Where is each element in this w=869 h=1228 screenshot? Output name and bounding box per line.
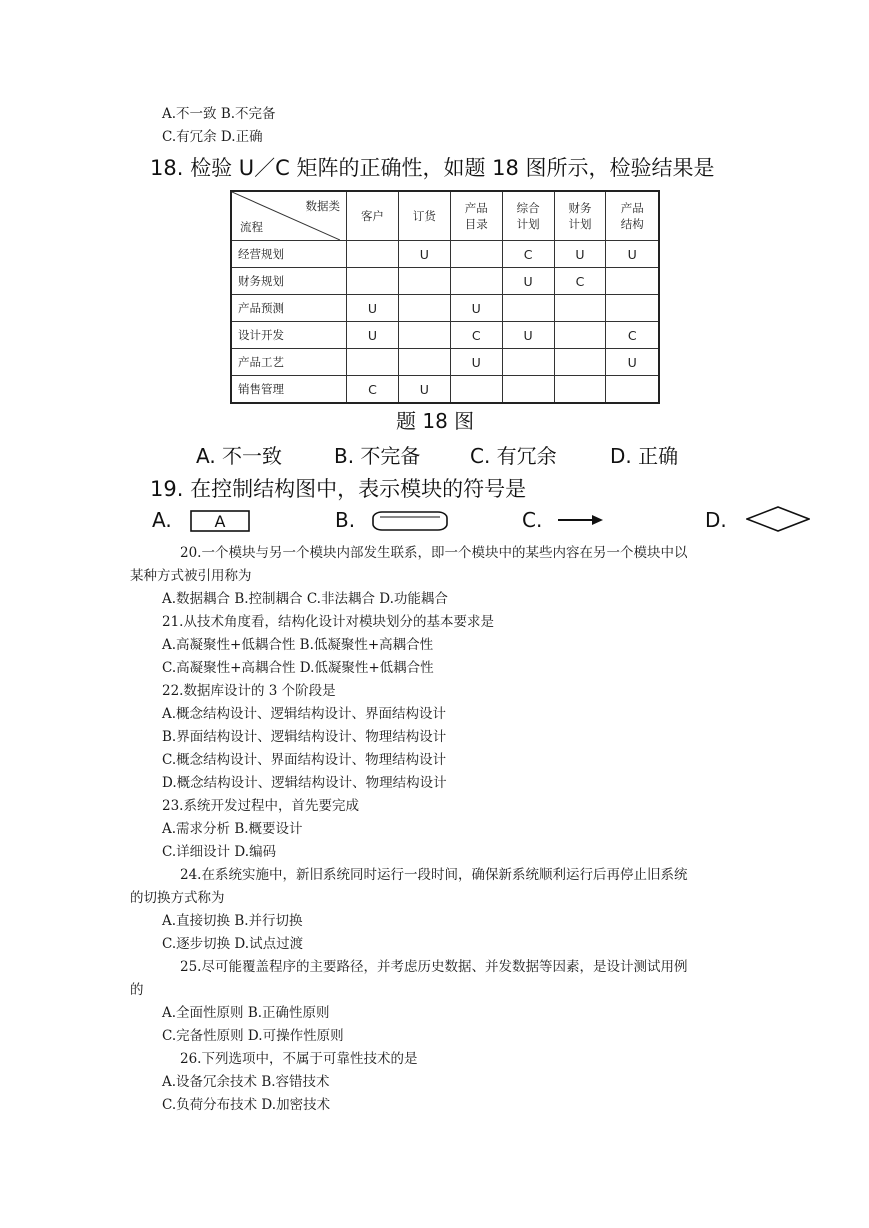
uc-matrix-table — [230, 190, 660, 404]
matrix-cell: U — [398, 376, 450, 404]
row-header: 产品工艺 — [231, 349, 347, 376]
column-header — [450, 191, 502, 241]
matrix-cell — [502, 376, 554, 404]
column-header-line1: 综合 — [516, 201, 540, 215]
matrix-cell — [398, 295, 450, 322]
row-header: 销售管理 — [231, 376, 347, 404]
matrix-cell — [450, 241, 502, 268]
matrix-cell — [502, 349, 554, 376]
q18-question: 18. 检验 U／C 矩阵的正确性，如题 18 图所示，检验结果是 — [150, 156, 715, 180]
column-header-line2: 计划 — [568, 217, 592, 231]
matrix-cell — [347, 349, 399, 376]
q25-options-ab: A.全面性原则 B.正确性原则 — [162, 1005, 330, 1021]
matrix-cell: U — [502, 322, 554, 349]
diamond-icon — [746, 506, 810, 532]
q22-option-b: B.界面结构设计、逻辑结构设计、物理结构设计 — [162, 729, 447, 745]
row-header: 经营规划 — [231, 241, 347, 268]
q23-question: 23.系统开发过程中，首先要完成 — [162, 798, 359, 814]
table-row — [231, 322, 659, 349]
q19-option-b-label: B. — [335, 508, 356, 532]
matrix-cell — [554, 349, 606, 376]
table-row — [231, 349, 659, 376]
matrix-cell: C — [450, 322, 502, 349]
column-header-line2: 计划 — [516, 217, 540, 231]
matrix-cell — [606, 268, 659, 295]
q22-question: 22.数据库设计的 3 个阶段是 — [162, 683, 336, 699]
matrix-cell: U — [450, 295, 502, 322]
q24-options-cd: C.逐步切换 D.试点过渡 — [162, 936, 304, 952]
q23-options-cd: C.详细设计 D.编码 — [162, 844, 277, 860]
q18-option-c: C. 有冗余 — [470, 444, 557, 468]
matrix-cell: U — [606, 241, 659, 268]
matrix-cell — [398, 349, 450, 376]
q25-question-line2: 的 — [130, 982, 144, 998]
q18-option-a: A. 不一致 — [196, 444, 283, 468]
column-header — [347, 191, 399, 241]
q20-question-line2: 某种方式被引用称为 — [130, 568, 252, 584]
matrix-cell — [347, 241, 399, 268]
q19-option-d-label: D. — [705, 508, 727, 532]
matrix-cell: U — [502, 268, 554, 295]
module-rectangle-icon — [190, 510, 250, 532]
matrix-cell — [398, 322, 450, 349]
q22-option-a: A.概念结构设计、逻辑结构设计、界面结构设计 — [162, 706, 447, 722]
q18-option-d: D. 正确 — [610, 444, 679, 468]
corner-top-label: 数据类 — [305, 199, 340, 213]
matrix-cell — [606, 376, 659, 404]
column-header-line1: 产品 — [464, 201, 488, 215]
q26-options-cd: C.负荷分布技术 D.加密技术 — [162, 1097, 331, 1113]
q17-options-cd: C.有冗余 D.正确 — [162, 129, 263, 145]
matrix-cell — [450, 268, 502, 295]
row-header: 产品预测 — [231, 295, 347, 322]
matrix-cell: C — [347, 376, 399, 404]
matrix-cell: U — [606, 349, 659, 376]
q23-options-ab: A.需求分析 B.概要设计 — [162, 821, 303, 837]
column-header-line1: 财务 — [568, 201, 592, 215]
matrix-cell: U — [347, 295, 399, 322]
module-symbol-text: A — [214, 512, 226, 531]
q20-question-line1: 20.一个模块与另一个模块内部发生联系，即一个模块中的某些内容在另一个模块中以 — [180, 545, 688, 561]
row-header: 财务规划 — [231, 268, 347, 295]
table-row — [231, 241, 659, 268]
table-row — [231, 295, 659, 322]
column-header-line1: 订货 — [412, 209, 436, 223]
q25-options-cd: C.完备性原则 D.可操作性原则 — [162, 1028, 344, 1044]
q17-options-ab: A.不一致 B.不完备 — [162, 106, 276, 122]
column-header — [554, 191, 606, 241]
matrix-cell — [450, 376, 502, 404]
q24-question-line2: 的切换方式称为 — [130, 890, 225, 906]
q18-option-b: B. 不完备 — [334, 444, 421, 468]
matrix-cell: U — [554, 241, 606, 268]
column-header-line1: 产品 — [620, 201, 644, 215]
row-header: 设计开发 — [231, 322, 347, 349]
matrix-cell: C — [606, 322, 659, 349]
q21-options-cd: C.高凝聚性+高耦合性 D.低凝聚性+低耦合性 — [162, 660, 434, 676]
q24-question-line1: 24.在系统实施中，新旧系统同时运行一段时间，确保新系统顺利运行后再停止旧系统 — [180, 867, 688, 883]
q24-options-ab: A.直接切换 B.并行切换 — [162, 913, 303, 929]
column-header — [398, 191, 450, 241]
arrow-right-icon — [558, 512, 604, 528]
matrix-cell: C — [554, 268, 606, 295]
q25-question-line1: 25.尽可能覆盖程序的主要路径，并考虑历史数据、并发数据等因素，是设计测试用例 — [180, 959, 688, 975]
matrix-cell — [606, 295, 659, 322]
q20-options: A.数据耦合 B.控制耦合 C.非法耦合 D.功能耦合 — [162, 591, 448, 607]
q22-option-c: C.概念结构设计、界面结构设计、物理结构设计 — [162, 752, 447, 768]
table-row — [231, 268, 659, 295]
table-row — [231, 376, 659, 404]
column-header-line1: 客户 — [360, 209, 384, 223]
q22-option-d: D.概念结构设计、逻辑结构设计、物理结构设计 — [162, 775, 447, 791]
matrix-cell — [347, 268, 399, 295]
storage-rectangle-icon — [372, 510, 448, 532]
matrix-cell: U — [347, 322, 399, 349]
q19-option-c-label: C. — [522, 508, 543, 532]
column-header — [606, 191, 659, 241]
q18-figure-caption: 题 18 图 — [396, 409, 475, 433]
q19-question: 19. 在控制结构图中，表示模块的符号是 — [150, 477, 527, 501]
matrix-cell — [554, 376, 606, 404]
column-header-line2: 结构 — [620, 217, 644, 231]
q21-options-ab: A.高凝聚性+低耦合性 B.低凝聚性+高耦合性 — [162, 637, 434, 653]
uc-matrix-corner — [231, 191, 347, 241]
q26-options-ab: A.设备冗余技术 B.容错技术 — [162, 1074, 330, 1090]
matrix-cell — [502, 295, 554, 322]
matrix-cell: U — [450, 349, 502, 376]
matrix-cell — [554, 295, 606, 322]
uc-matrix-header-row — [231, 191, 659, 241]
q19-option-a-label: A. — [152, 508, 172, 532]
q26-question: 26.下列选项中，不属于可靠性技术的是 — [180, 1051, 418, 1067]
matrix-cell — [554, 322, 606, 349]
matrix-cell: U — [398, 241, 450, 268]
matrix-cell — [398, 268, 450, 295]
column-header-line2: 目录 — [464, 217, 488, 231]
corner-bottom-label: 流程 — [240, 220, 263, 234]
matrix-cell: C — [502, 241, 554, 268]
q21-question: 21.从技术角度看，结构化设计对模块划分的基本要求是 — [162, 614, 494, 630]
column-header — [502, 191, 554, 241]
